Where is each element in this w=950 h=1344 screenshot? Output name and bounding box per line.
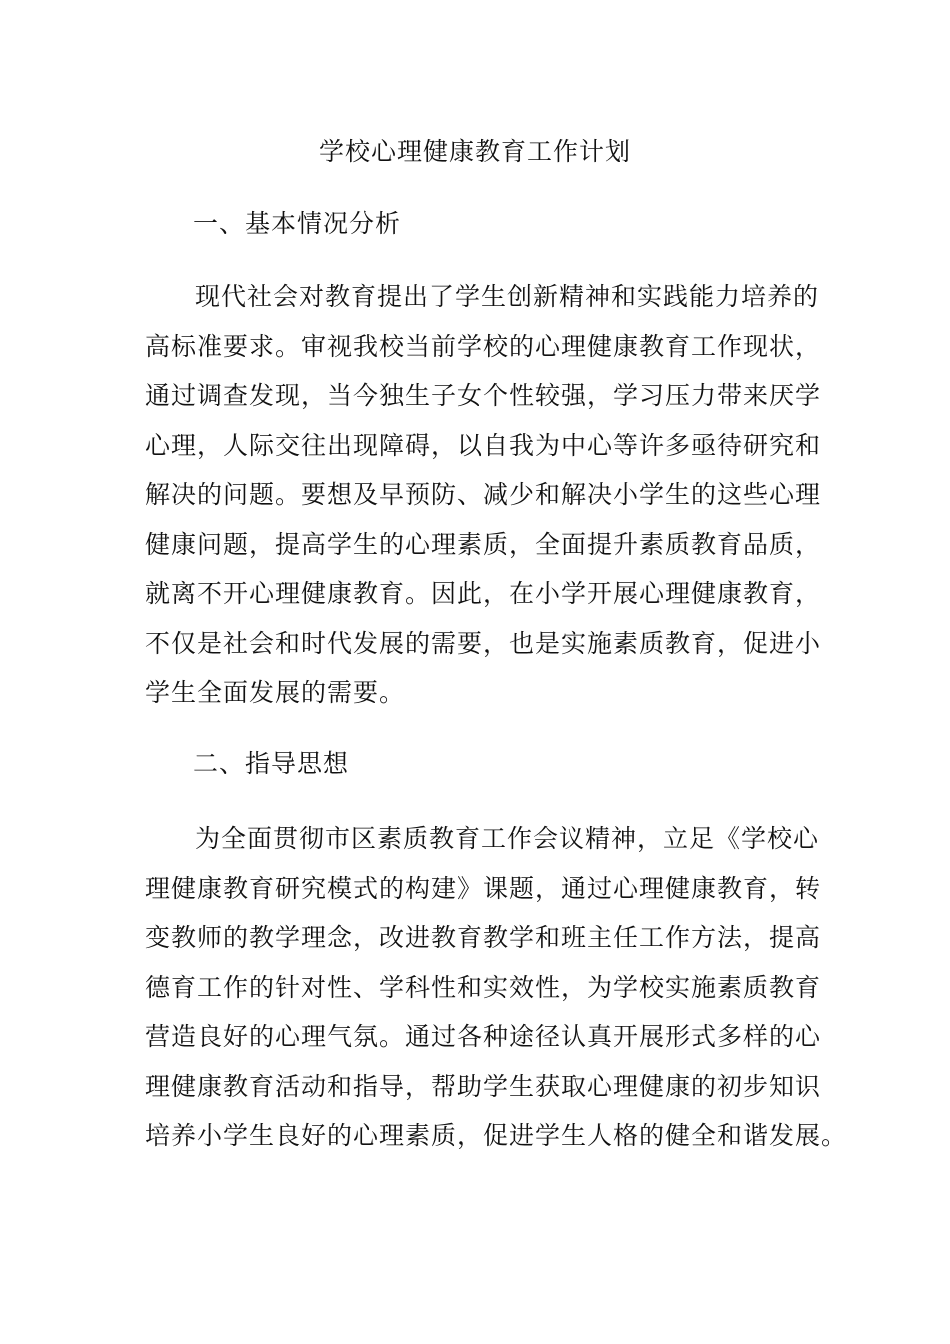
paragraph-line: 培养小学生良好的心理素质，促进学生人格的健全和谐发展。	[145, 1121, 848, 1150]
section-paragraph-guiding-ideology	[145, 814, 848, 1161]
paragraph-line: 现代社会对教育提出了学生创新精神和实践能力培养的	[195, 282, 820, 311]
paragraph-line: 就离不开心理健康教育。因此，在小学开展心理健康教育，	[145, 579, 822, 608]
paragraph-line: 变教师的教学理念，改进教育教学和班主任工作方法，提高	[145, 923, 822, 952]
paragraph-line: 营造良好的心理气氛。通过各种途径认真开展形式多样的心	[145, 1022, 822, 1051]
paragraph-line: 心理，人际交往出现障碍，以自我为中心等许多亟待研究和	[145, 430, 822, 460]
paragraph-line: 高标准要求。审视我校当前学校的心理健康教育工作现状，	[145, 331, 822, 361]
paragraph-line: 健康问题，提高学生的心理素质，全面提升素质教育品质，	[145, 529, 822, 559]
paragraph-line: 学生全面发展的需要。	[145, 678, 406, 707]
paragraph-line: 理健康教育研究模式的构建》课题，通过心理健康教育，转	[145, 873, 822, 903]
section-paragraph-basic-situation	[145, 272, 822, 718]
paragraph-line: 不仅是社会和时代发展的需要，也是实施素质教育，促进小	[145, 628, 822, 658]
paragraph-line: 为全面贯彻市区素质教育工作会议精神，立足《学校心	[195, 824, 820, 853]
section-heading-guiding-ideology: 二、指导思想	[193, 749, 350, 778]
section-heading-basic-situation: 一、基本情况分析	[193, 209, 402, 238]
paragraph-line: 通过调查发现，当今独生子女个性较强，学习压力带来厌学	[145, 381, 822, 410]
paragraph-line: 解决的问题。要想及早预防、减少和解决小学生的这些心理	[145, 480, 822, 509]
document-title: 学校心理健康教育工作计划	[318, 137, 631, 166]
paragraph-line: 德育工作的针对性、学科性和实效性，为学校实施素质教育	[145, 972, 822, 1002]
paragraph-line: 理健康教育活动和指导，帮助学生获取心理健康的初步知识	[145, 1071, 822, 1101]
